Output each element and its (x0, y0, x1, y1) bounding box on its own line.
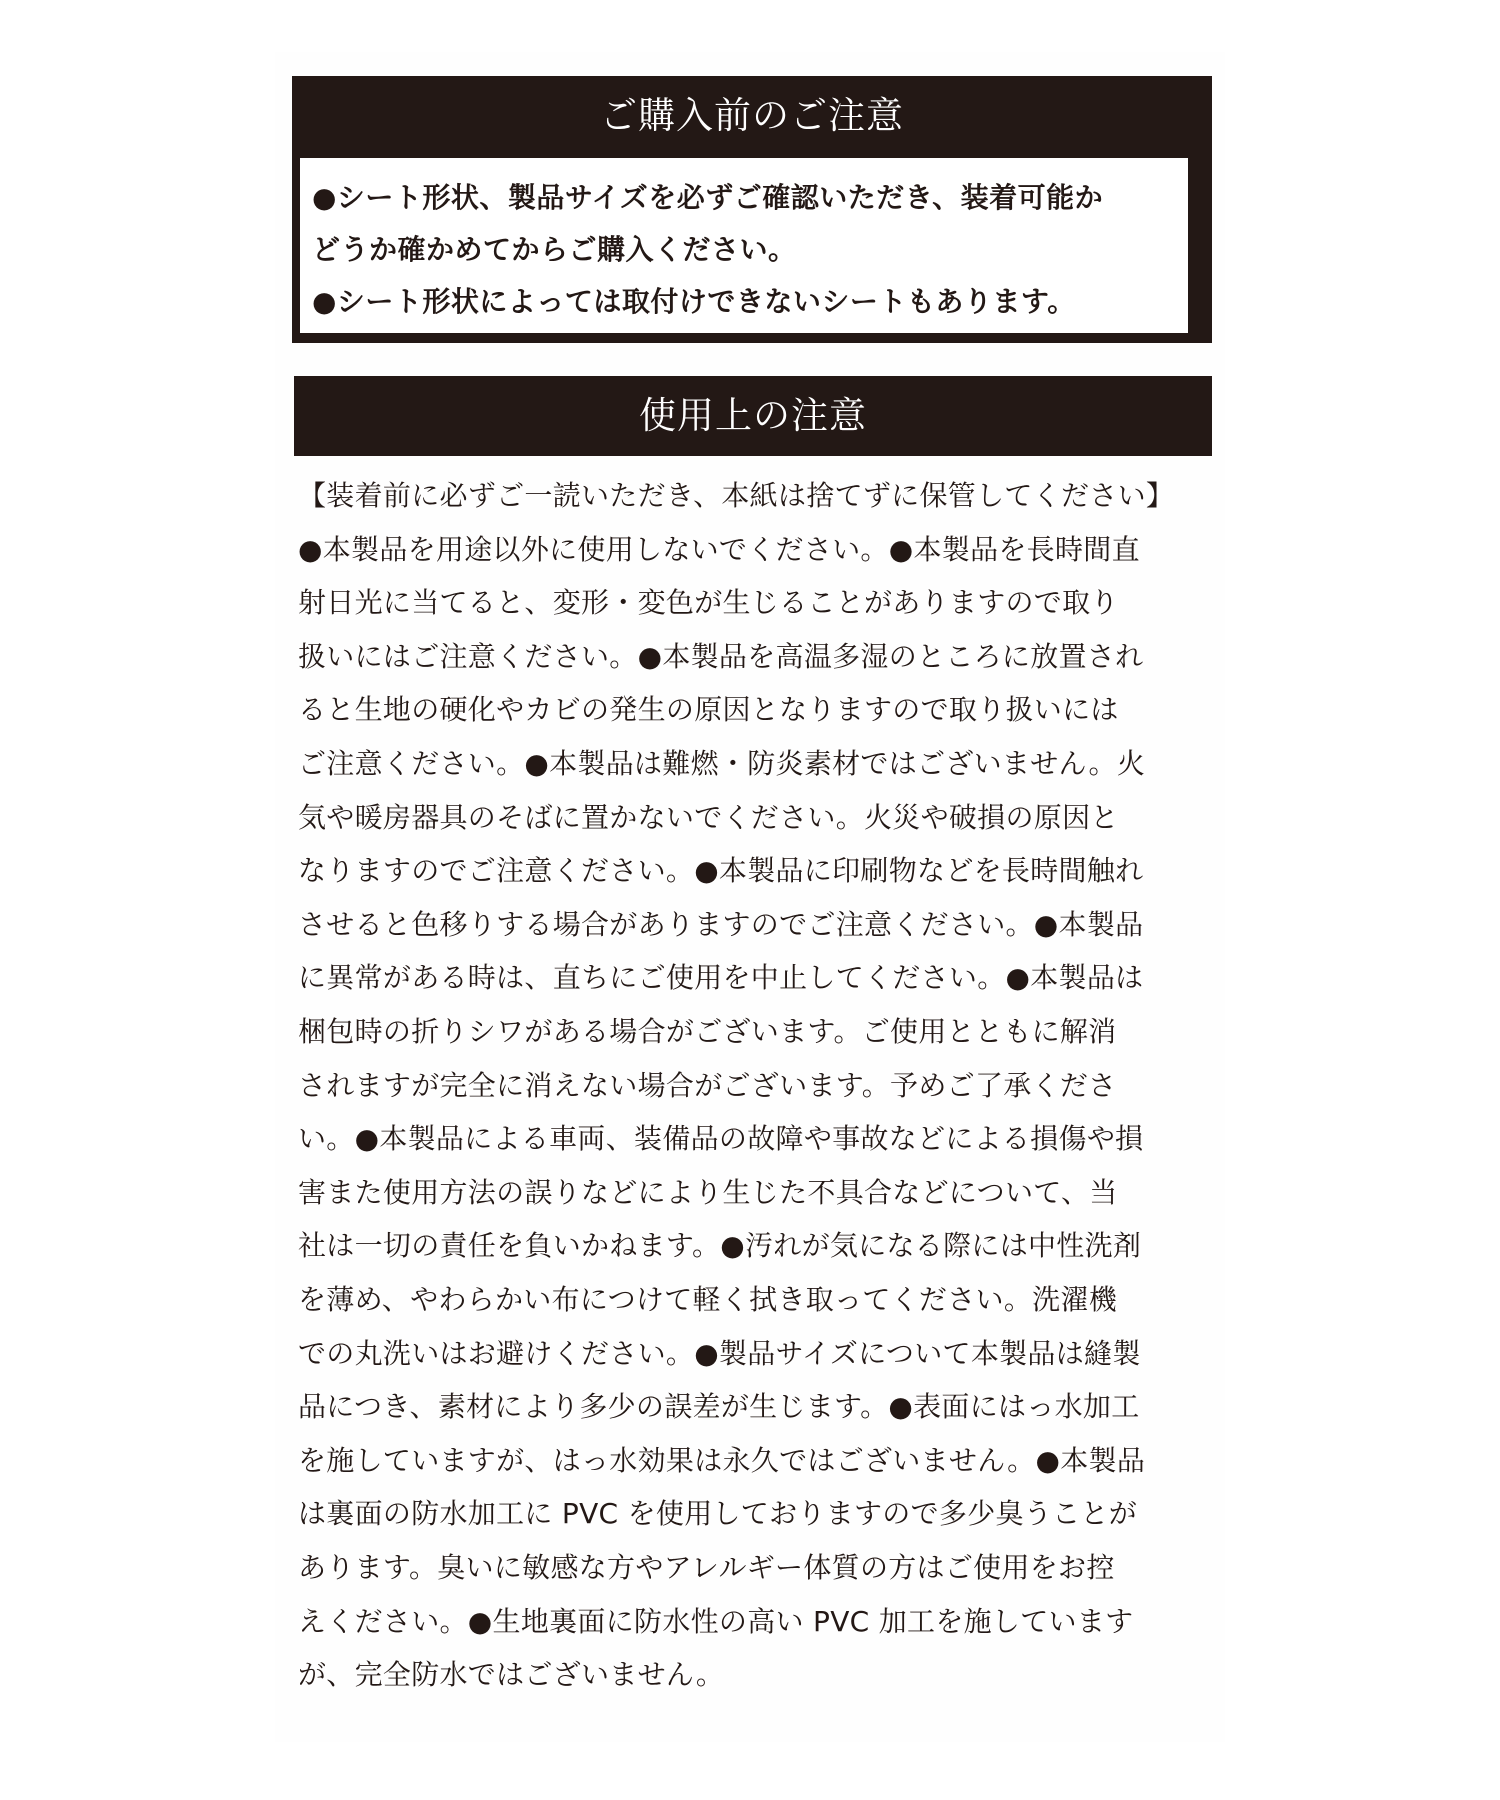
purchase-notice-line: どうか確かめてからご購入ください。 (312, 233, 797, 266)
usage-notice-line: 品につき、素材により多少の誤差が生じます。●表面にはっ水加工 (298, 1390, 1140, 1424)
usage-notice-line: えください。●生地裏面に防水性の高い PVC 加工を施しています (298, 1604, 1134, 1638)
usage-notice-line: されますが完全に消えない場合がございます。予めご了承くださ (298, 1068, 1117, 1102)
usage-notice-line: での丸洗いはお避けください。●製品サイズについて本製品は縫製 (298, 1336, 1141, 1370)
usage-notice-line: ●本製品を用途以外に使用しないでください。●本製品を長時間直 (298, 532, 1140, 566)
usage-notice-line: 社は一切の責任を負いかねます。●汚れが気になる際には中性洗剤 (298, 1229, 1142, 1263)
purchase-notice-line: ●シート形状によっては取付けできないシートもあります。 (312, 285, 1076, 318)
usage-notice-line: を薄め、やわらかい布につけて軽く拭き取ってください。洗濯機 (298, 1283, 1118, 1316)
usage-notice-line: い。●本製品による車両、装備品の故障や事故などによる損傷や損 (298, 1122, 1144, 1156)
purchase-notice-title: ご購入前のご注意 (600, 94, 904, 137)
usage-notice-line: 気や暖房器具のそばに置かないでください。火災や破損の原因と (298, 800, 1119, 834)
usage-notice-line: なりますのでご注意ください。●本製品に印刷物などを長時間触れ (298, 854, 1144, 888)
usage-notice-line: 梱包時の折りシワがある場合がございます。ご使用とともに解消 (298, 1015, 1117, 1048)
usage-notice-line: 【装着前に必ずご一読いただき、本紙は捨てずに保管してください】 (298, 479, 1175, 512)
usage-notice-line: あります。臭いに敏感な方やアレルギー体質の方はご使用をお控 (298, 1551, 1115, 1584)
purchase-notice-box (292, 76, 1212, 343)
usage-notice-line: させると色移りする場合がありますのでご注意ください。●本製品 (298, 907, 1144, 941)
usage-notice-line: が、完全防水ではございません。 (298, 1658, 725, 1692)
usage-notice-line: を施していますが、はっ水効果は永久ではございません。●本製品 (298, 1443, 1146, 1477)
usage-notice-line: ご注意ください。●本製品は難燃・防炎素材ではございません。火 (298, 747, 1146, 780)
usage-notice-line: 害また使用方法の誤りなどにより生じた不具合などについて、当 (298, 1175, 1118, 1209)
usage-notice-line: ると生地の硬化やカビの発生の原因となりますので取り扱いには (298, 693, 1119, 727)
usage-notice-line: に異常がある時は、直ちにご使用を中止してください。●本製品は (298, 961, 1144, 995)
usage-notice-line: は裏面の防水加工に PVC を使用しておりますので多少臭うことが (298, 1497, 1137, 1531)
purchase-notice-line: ●シート形状、製品サイズを必ずご確認いただき、装着可能か (312, 181, 1104, 214)
purchase-notice-body (300, 158, 1188, 333)
usage-notice-title: 使用上の注意 (294, 376, 1212, 456)
usage-notice-line: 扱いにはご注意ください。●本製品を高温多湿のところに放置され (298, 639, 1144, 673)
usage-notice-line: 射日光に当てると、変形・変色が生じることがありますので取り (298, 586, 1119, 620)
